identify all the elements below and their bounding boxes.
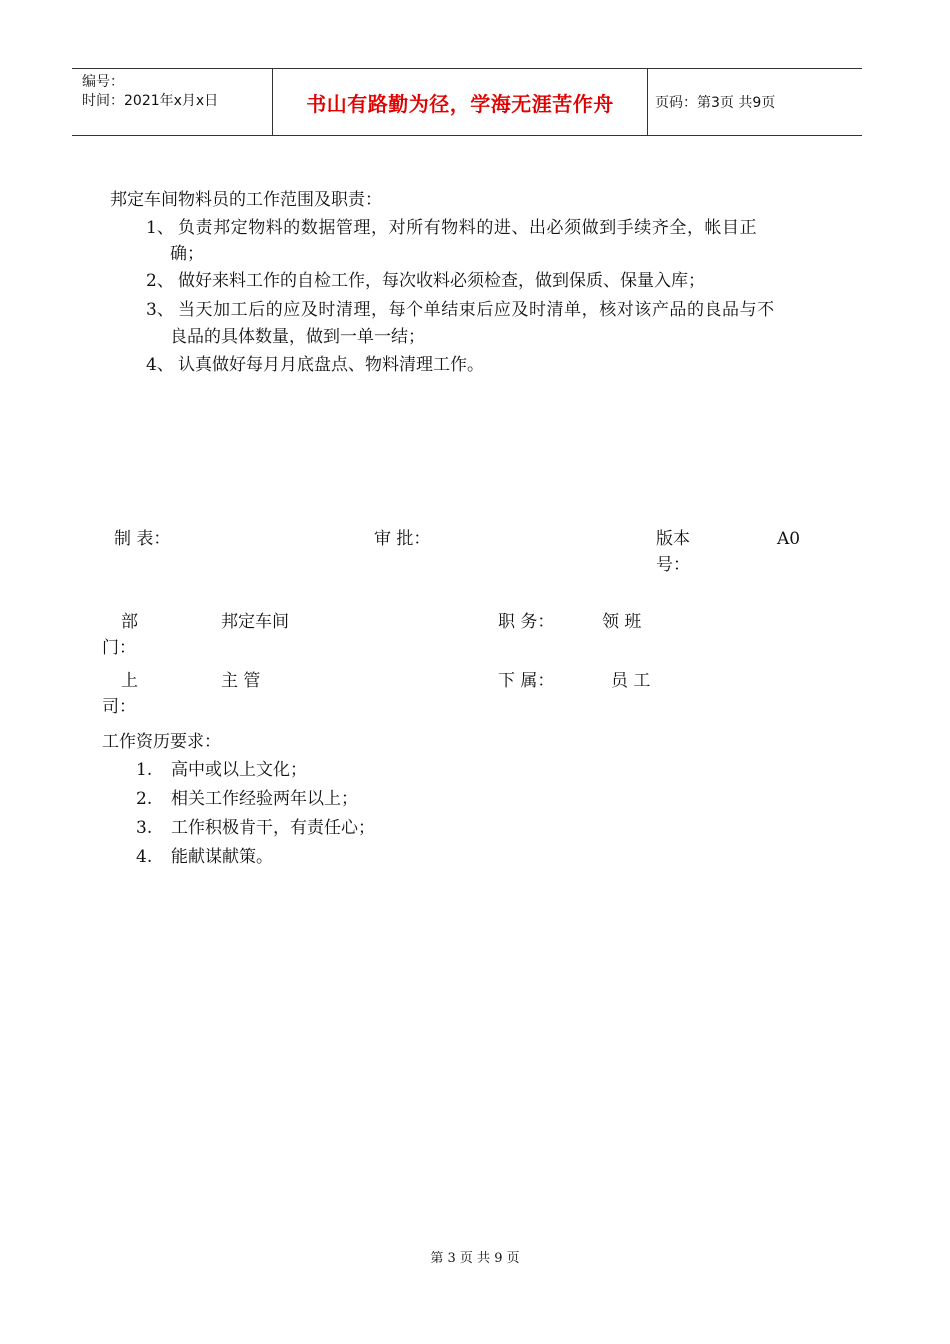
superior-value: 主 管 [221,671,261,691]
header-motto [272,69,648,135]
header-info-cell [72,69,272,135]
header-page-info [648,69,862,135]
version-label-continued: 号： [656,555,690,575]
duty-text-continued: 确； [170,244,204,264]
superior-label: 上 [121,671,138,691]
position-value: 领 班 [602,612,642,632]
requirement-number: 4. [136,847,153,867]
position-label: 职 务： [498,612,555,632]
document-date: 时间：2021年x月x日 [82,93,219,109]
motto-text: 书山有路勤为径，学海无涯苦作舟 [306,91,614,116]
requirement-number: 1. [136,760,153,780]
duty-text: 负责邦定物料的数据管理，对所有物料的进、出必须做到手续齐全，帐目正 [178,218,758,238]
requirement-number: 3. [136,818,153,838]
requirement-text: 相关工作经验两年以上； [171,789,358,809]
duty-text: 认真做好每月月底盘点、物料清理工作。 [178,355,484,375]
subordinate-label: 下 属： [498,671,555,691]
version-label: 版本 [656,529,690,549]
requirements-title: 工作资历要求： [102,732,221,752]
requirement-text: 高中或以上文化； [171,760,307,780]
duties-title: 邦定车间物料员的工作范围及职责： [110,190,382,210]
requirement-text: 工作积极肯干，有责任心； [171,818,375,838]
page-info-text: 页码：第3页 共9页 [655,95,776,111]
document-header [72,68,862,136]
department-label: 部 [121,612,138,632]
page-footer [0,1247,950,1266]
duty-text-continued: 良品的具体数量，做到一单一结； [170,327,425,347]
requirement-text: 能献谋献策。 [171,847,273,867]
duty-text: 做好来料工作的自检工作，每次收料必须检查，做到保质、保量入库； [178,271,705,291]
prepared-by-label: 制 表： [114,529,171,549]
requirement-number: 2. [136,789,153,809]
document-number-label: 编号： [82,74,124,90]
duty-number: 4、 [146,355,174,375]
duty-text: 当天加工后的应及时清理，每个单结束后应及时清单，核对该产品的良品与不 [178,300,775,320]
department-label-continued: 门： [102,638,136,658]
footer-page-number: 第 3 页 共 9 页 [430,1251,520,1266]
duty-number: 2、 [146,271,174,291]
duty-number: 3、 [146,300,174,320]
version-value: A0 [777,529,801,549]
subordinate-value: 员 工 [611,671,651,691]
approved-by-label: 审 批： [374,529,431,549]
department-value: 邦定车间 [221,612,289,632]
duty-number: 1、 [146,218,174,238]
superior-label-continued: 司： [102,697,136,717]
